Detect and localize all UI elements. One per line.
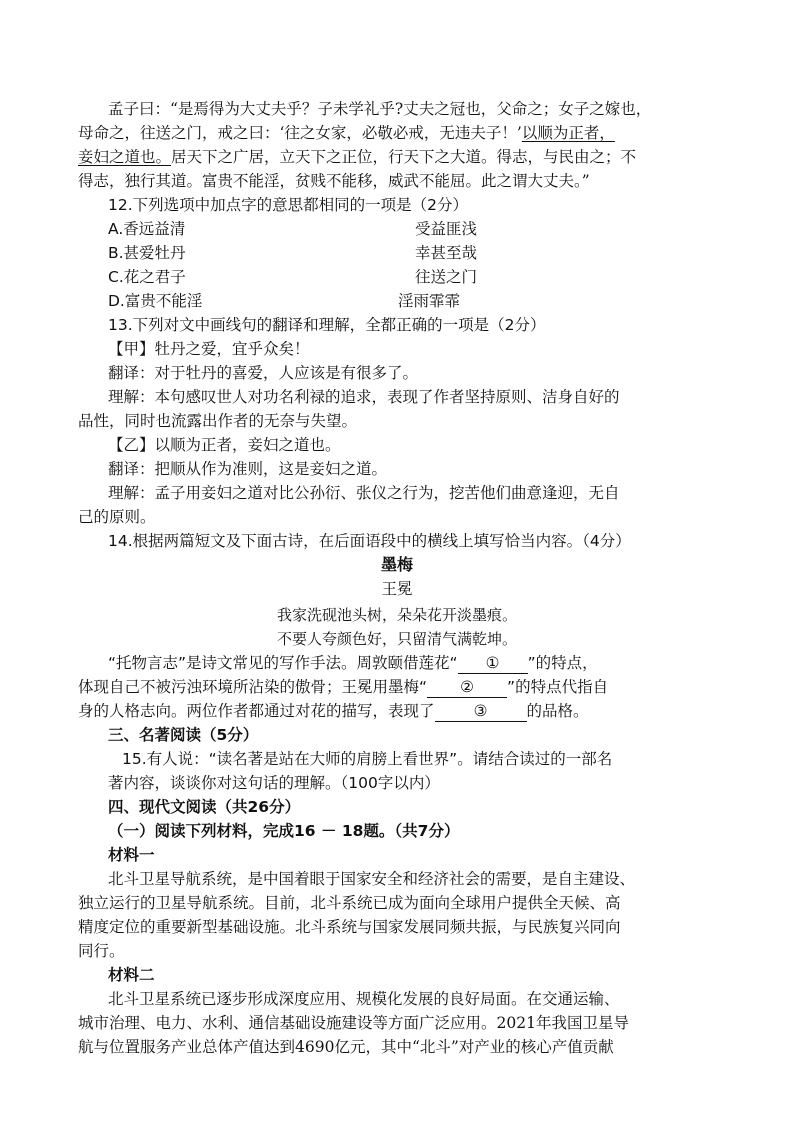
q14-text: 体现自己不被污浊环境所沾染的傲骨；王冕用墨梅“ <box>78 678 428 696</box>
q13-yi-translation: 翻译：把顺从作为准则，这是妾妇之道。 <box>108 460 388 478</box>
q12-option-b-right: 幸甚至哉 <box>415 244 478 262</box>
label-jia: 【甲】 <box>108 340 155 358</box>
passage-line: 得志，独行其道。富贵不能淫，贫贱不能移，威武不能屈。此之谓大丈夫。” <box>78 172 590 190</box>
q13-jia-understanding: 品性，同时也流露出作者的无奈与失望。 <box>78 412 358 430</box>
q12-option-a-right: 受益匪浅 <box>415 220 478 238</box>
q13-yi-understanding: 理解：孟子用妾妇之道对比公孙衍、张仪之行为，挖苦他们曲意逢迎，无自 <box>108 484 620 502</box>
question-13-stem: 13.下列对文中画线句的翻译和理解，全都正确的一项是（2分） <box>108 316 546 334</box>
q12-option-c-left: C.花之君子 <box>108 268 186 286</box>
label-yi: 【乙】 <box>108 436 155 454</box>
material-1-line: 同行。 <box>78 942 125 960</box>
material-1-line: 精度定位的重要新型基础设施。北斗系统与国家发展同频共振，与民族复兴同向 <box>78 918 621 936</box>
material-2-line: 航与位置服务产业总体产值达到4690亿元，其中“北斗”对产业的核心产值贡献 <box>78 1038 614 1056</box>
poem-title: 墨梅 <box>380 555 413 574</box>
passage-line: 孟子曰：“是焉得为大丈夫乎？子未学礼乎?丈夫之冠也，父命之；女子之嫁也， <box>108 100 652 118</box>
q14-text: ”的特点， <box>527 654 598 672</box>
material-1-label: 材料一 <box>108 846 155 864</box>
underlined-sentence: 妾妇之道也。 <box>78 148 172 166</box>
answer-blank-1[interactable]: ① <box>458 654 528 674</box>
answer-blank-2[interactable]: ② <box>427 678 507 698</box>
section-3-heading: 三、名著阅读（5分） <box>108 726 259 744</box>
q13-jia-translation: 翻译：对于牡丹的喜爱，人应该是有很多了。 <box>108 364 419 382</box>
q14-text: 的品格。 <box>526 702 589 720</box>
poem-line: 我家洗砚池头树，朵朵花开淡墨痕。 <box>276 606 517 624</box>
q13-jia-understanding: 理解：本句感叹世人对功名利禄的追求，表现了作者坚持原则、洁身自好的 <box>108 388 620 406</box>
question-15-stem: 15.有人说：“读名著是站在大师的肩膀上看世界”。请结合读过的一部名 <box>122 750 613 768</box>
material-2-line: 北斗卫星系统已逐步形成深度应用、规模化发展的良好局面。在交通运输、 <box>108 990 620 1008</box>
passage-line <box>78 146 636 168</box>
passage-text: 母命之，往送之门，戒之曰：‘往之女家，必敬必戒，无违夫子！’ <box>78 124 522 142</box>
q12-option-d-right: 淫雨霏霏 <box>398 292 461 310</box>
q12-option-a-left: A.香远益清 <box>108 220 186 238</box>
poem-author: 王冕 <box>381 580 413 598</box>
passage-line <box>78 122 615 144</box>
q14-text: “托物言志”是诗文常见的写作手法。周敦颐借莲花“ <box>108 654 458 672</box>
yi-quote: 以顺为正者，妾妇之道也。 <box>154 436 341 454</box>
q14-text: ”的特点代指自 <box>507 678 609 696</box>
q14-paragraph-line <box>78 700 589 722</box>
q12-option-d-left: D.富贵不能淫 <box>108 292 203 310</box>
subsection-1-heading: （一）阅读下列材料，完成16 － 18题。（共7分） <box>108 822 460 840</box>
material-1-line: 独立运行的卫星导航系统。目前，北斗系统已成为面向全球用户提供全天候、高 <box>78 894 621 912</box>
q12-option-b-left: B.甚爱牡丹 <box>108 244 186 262</box>
question-15-stem: 著内容，谈谈你对这句话的理解。（100字以内） <box>108 774 440 792</box>
answer-blank-3[interactable]: ③ <box>435 702 527 722</box>
section-4-heading: 四、现代文阅读（共26分） <box>108 798 301 816</box>
question-12-stem: 12.下列选项中加点字的意思都相同的一项是（2分） <box>108 196 469 214</box>
material-1-line: 北斗卫星导航系统，是中国着眼于国家安全和经济社会的需要，是自主建设、 <box>108 870 636 888</box>
q14-text: 身的人格志向。两位作者都通过对花的描写，表现了 <box>78 702 435 720</box>
material-2-line: 城市治理、电力、水利、通信基础设施建设等方面广泛应用。2021年我国卫星导 <box>78 1014 629 1032</box>
jia-quote: 牡丹之爱，宜乎众矣！ <box>154 340 310 358</box>
q13-yi-understanding: 己的原则。 <box>78 508 156 526</box>
q12-option-c-right: 往送之门 <box>415 268 478 286</box>
poem-line: 不要人夸颜色好，只留清气满乾坤。 <box>276 630 517 648</box>
underlined-sentence: 以顺为正者， <box>521 124 615 142</box>
question-14-stem: 14.根据两篇短文及下面古诗，在后面语段中的横线上填写恰当内容。（4分） <box>108 532 631 550</box>
q14-paragraph-line <box>108 652 598 674</box>
q13-yi-sentence <box>108 434 341 456</box>
material-2-label: 材料二 <box>108 966 155 984</box>
q14-paragraph-line <box>78 676 608 698</box>
passage-text: 居天下之广居，立天下之正位，行天下之大道。得志，与民由之；不 <box>171 148 637 166</box>
q13-jia-sentence <box>108 338 310 360</box>
